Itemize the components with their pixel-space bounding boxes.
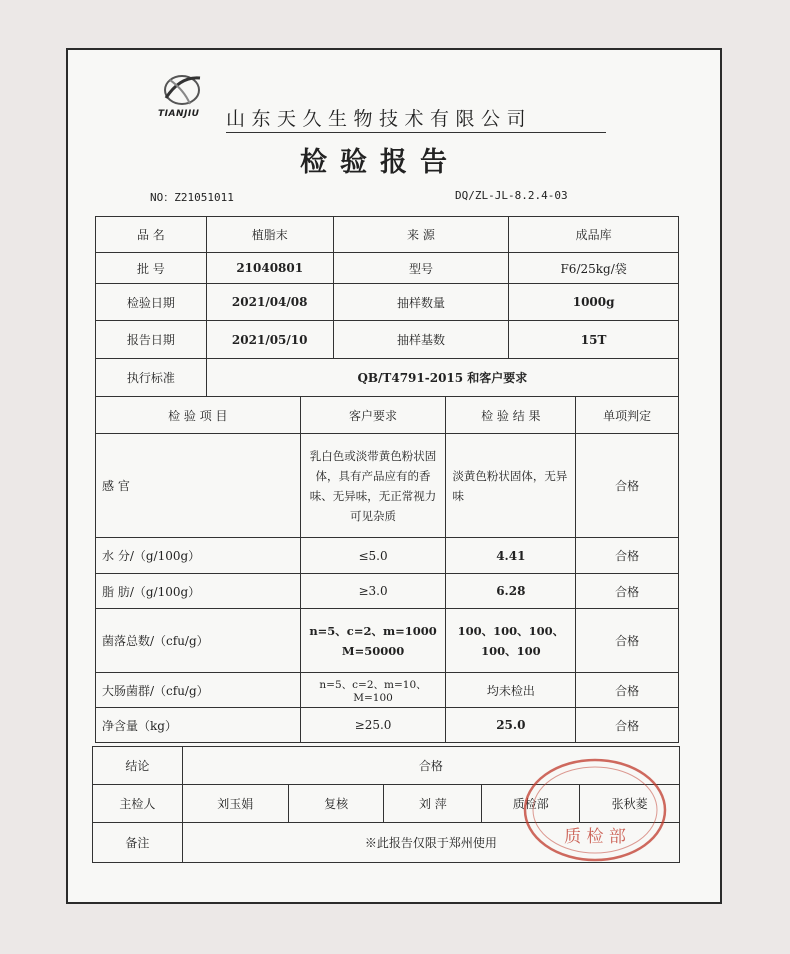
- model-label: 型号: [333, 253, 509, 284]
- header-result: 检 验 结 果: [446, 397, 576, 434]
- requirement-net-content: ≥25.0: [300, 708, 446, 743]
- result-sensory: 淡黄色粉状固体，无异味: [446, 434, 576, 538]
- stamp-text: 质 检 部: [564, 827, 626, 847]
- standard-label: 执行标准: [96, 359, 207, 397]
- inspector-value: 刘玉娟: [182, 785, 288, 823]
- result-moisture: 4.41: [446, 538, 576, 574]
- report-date-value: 2021/05/10: [206, 321, 333, 359]
- item-moisture: 水 分/（g/100g）: [96, 538, 301, 574]
- sample-base-value: 15T: [509, 321, 679, 359]
- report-date-label: 报告日期: [96, 321, 207, 359]
- remark-value: ※此报告仅限于郑州使用: [182, 823, 679, 863]
- item-sensory: 感 官: [96, 434, 301, 538]
- company-name: 山东天久生物技术有限公司: [226, 106, 606, 133]
- verdict-net-content: 合格: [576, 708, 679, 743]
- reviewer-label: 复核: [288, 785, 384, 823]
- sample-qty-label: 抽样数量: [333, 284, 509, 321]
- requirement-sensory: 乳白色或淡带黄色粉状固体，具有产品应有的香味、无异味，无正常视力可见杂质: [300, 434, 446, 538]
- tianjiu-logo-icon: [160, 72, 204, 108]
- result-coliform: 均未检出: [446, 673, 576, 708]
- result-net-content: 25.0: [446, 708, 576, 743]
- source-label: 来 源: [333, 217, 509, 253]
- requirement-colony-count: n=5、c=2、m=1000 M=50000: [300, 609, 446, 673]
- inspect-date-label: 检验日期: [96, 284, 207, 321]
- remark-label: 备注: [93, 823, 183, 863]
- header-verdict: 单项判定: [576, 397, 679, 434]
- source-value: 成品库: [509, 217, 679, 253]
- verdict-fat: 合格: [576, 574, 679, 609]
- header-requirement: 客户要求: [300, 397, 446, 434]
- logo-text: TIANJIU: [158, 109, 200, 119]
- document-code: DQ/ZL-JL-8.2.4-03: [455, 189, 568, 202]
- table-row: [96, 609, 679, 673]
- conclusion-label: 结论: [93, 747, 183, 785]
- batch-value: 21040801: [206, 253, 333, 284]
- qa-label: 质检部: [482, 785, 580, 823]
- table-row: [96, 574, 679, 609]
- table-row: [96, 538, 679, 574]
- standard-value: QB/T4791-2015 和客户要求: [206, 359, 678, 397]
- item-fat: 脂 肪/（g/100g）: [96, 574, 301, 609]
- sample-base-label: 抽样基数: [333, 321, 509, 359]
- requirement-moisture: ≤5.0: [300, 538, 446, 574]
- header-item: 检 验 项 目: [96, 397, 301, 434]
- result-colony-count: 100、100、100、100、100: [446, 609, 576, 673]
- table-row: [96, 434, 679, 538]
- requirement-coliform: n=5、c=2、m=10、M=100: [300, 673, 446, 708]
- item-coliform: 大肠菌群/（cfu/g）: [96, 673, 301, 708]
- model-value: F6/25kg/袋: [509, 253, 679, 284]
- table-row: [96, 673, 679, 708]
- batch-label: 批 号: [96, 253, 207, 284]
- results-table: [95, 396, 679, 743]
- name-label: 品 名: [96, 217, 207, 253]
- conclusion-value: 合格: [182, 747, 679, 785]
- result-fat: 6.28: [446, 574, 576, 609]
- company-logo: [92, 72, 210, 130]
- inspector-label: 主检人: [93, 785, 183, 823]
- signature-table: [92, 746, 680, 863]
- report-number: NO：Z21051011: [150, 191, 234, 204]
- name-value: 植脂末: [206, 217, 333, 253]
- verdict-moisture: 合格: [576, 538, 679, 574]
- product-info-table: [95, 216, 679, 397]
- requirement-fat: ≥3.0: [300, 574, 446, 609]
- qa-value: 张秋菱: [580, 785, 680, 823]
- page-title: 检验报告: [300, 147, 460, 178]
- verdict-sensory: 合格: [576, 434, 679, 538]
- item-net-content: 净含量（kg）: [96, 708, 301, 743]
- verdict-coliform: 合格: [576, 673, 679, 708]
- verdict-colony-count: 合格: [576, 609, 679, 673]
- reviewer-value: 刘 萍: [384, 785, 482, 823]
- table-row: [96, 708, 679, 743]
- sample-qty-value: 1000g: [509, 284, 679, 321]
- item-colony-count: 菌落总数/（cfu/g）: [96, 609, 301, 673]
- inspect-date-value: 2021/04/08: [206, 284, 333, 321]
